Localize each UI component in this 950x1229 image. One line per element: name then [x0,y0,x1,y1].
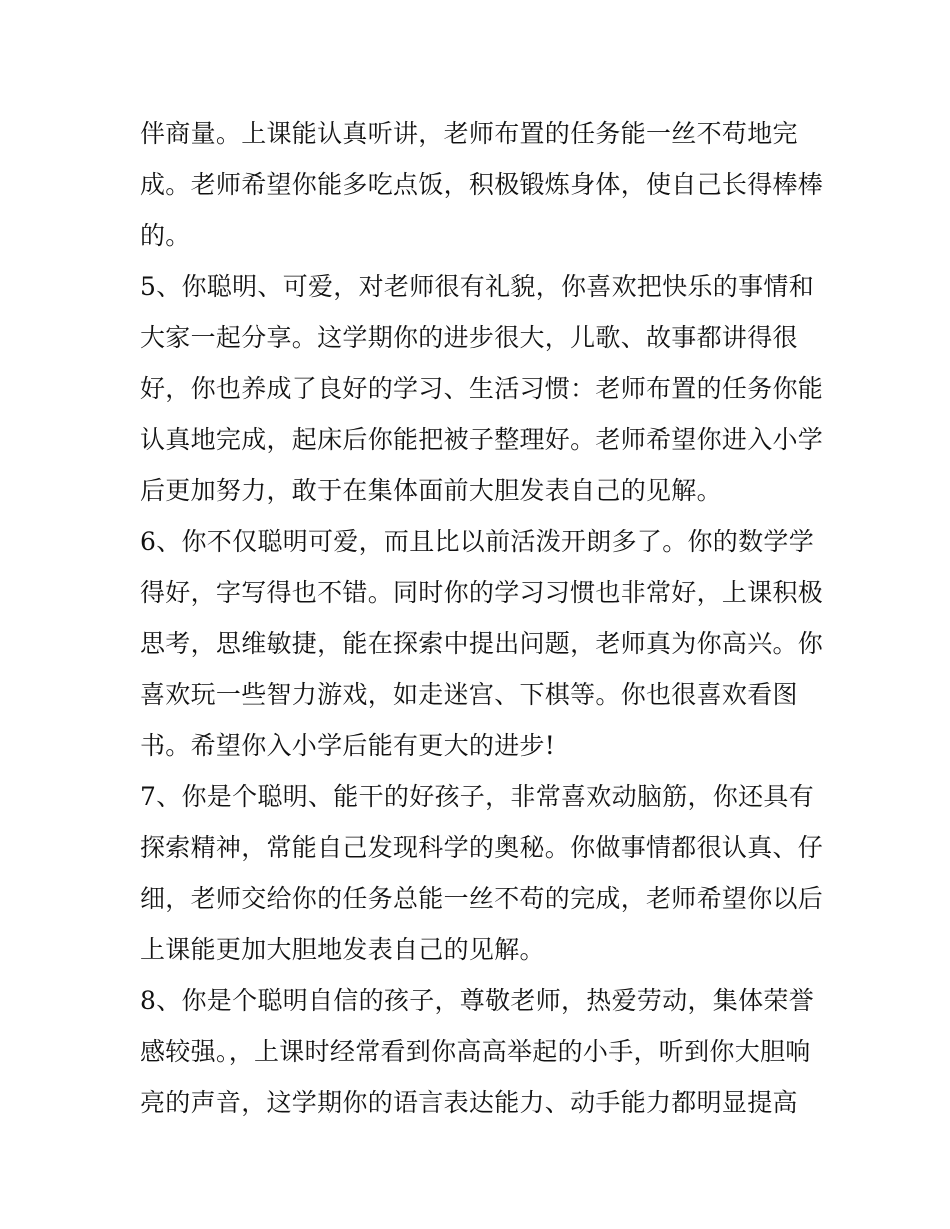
text-line-5: 大家一起分享。这学期你的进步很大，儿歌、故事都讲得很 [140,323,798,352]
document-body [140,108,824,1128]
text-line-13: 书。希望你入小学后能有更大的进步! [140,731,556,760]
text-line-14: 7、你是个聪明、能干的好孩子，非常喜欢动脑筋，你还具有 [140,782,815,811]
text-line-1: 伴商量。上课能认真听讲，老师布置的任务能一丝不苟地完 [140,119,798,148]
text-line-6: 好，你也养成了良好的学习、生活习惯：老师布置的任务你能 [140,374,824,403]
text-line-20: 亮的声音，这学期你的语言表达能力、动手能力都明显提高 [140,1088,798,1117]
text-line-15: 探索精神，常能自己发现科学的奥秘。你做事情都很认真、仔 [140,833,824,862]
text-line-9: 6、你不仅聪明可爱，而且比以前活泼开朗多了。你的数学学 [140,527,815,556]
text-line-19: 感较强。，上课时经常看到你高高举起的小手，听到你大胆响 [140,1037,811,1066]
text-line-18: 8、你是个聪明自信的孩子，尊敬老师，热爱劳动，集体荣誉 [140,986,815,1015]
text-line-2: 成。老师希望你能多吃点饭，积极锻炼身体，使自己长得棒棒 [140,170,824,199]
text-line-3: 的。 [140,221,191,250]
text-line-17: 上课能更加大胆地发表自己的见解。 [140,935,545,964]
text-line-8: 后更加努力，敢于在集体面前大胆发表自己的见解。 [140,476,722,505]
text-line-7: 认真地完成，起床后你能把被子整理好。老师希望你进入小学 [140,425,824,454]
text-line-10: 得好，字写得也不错。同时你的学习习惯也非常好，上课积极 [140,578,824,607]
text-line-11: 思考，思维敏捷，能在探索中提出问题，老师真为你高兴。你 [140,629,824,658]
text-line-16: 细，老师交给你的任务总能一丝不苟的完成，老师希望你以后 [140,884,824,913]
text-line-4: 5、你聪明、可爱，对老师很有礼貌，你喜欢把快乐的事情和 [140,272,815,301]
text-line-12: 喜欢玩一些智力游戏，如走迷宫、下棋等。你也很喜欢看图 [140,680,798,709]
